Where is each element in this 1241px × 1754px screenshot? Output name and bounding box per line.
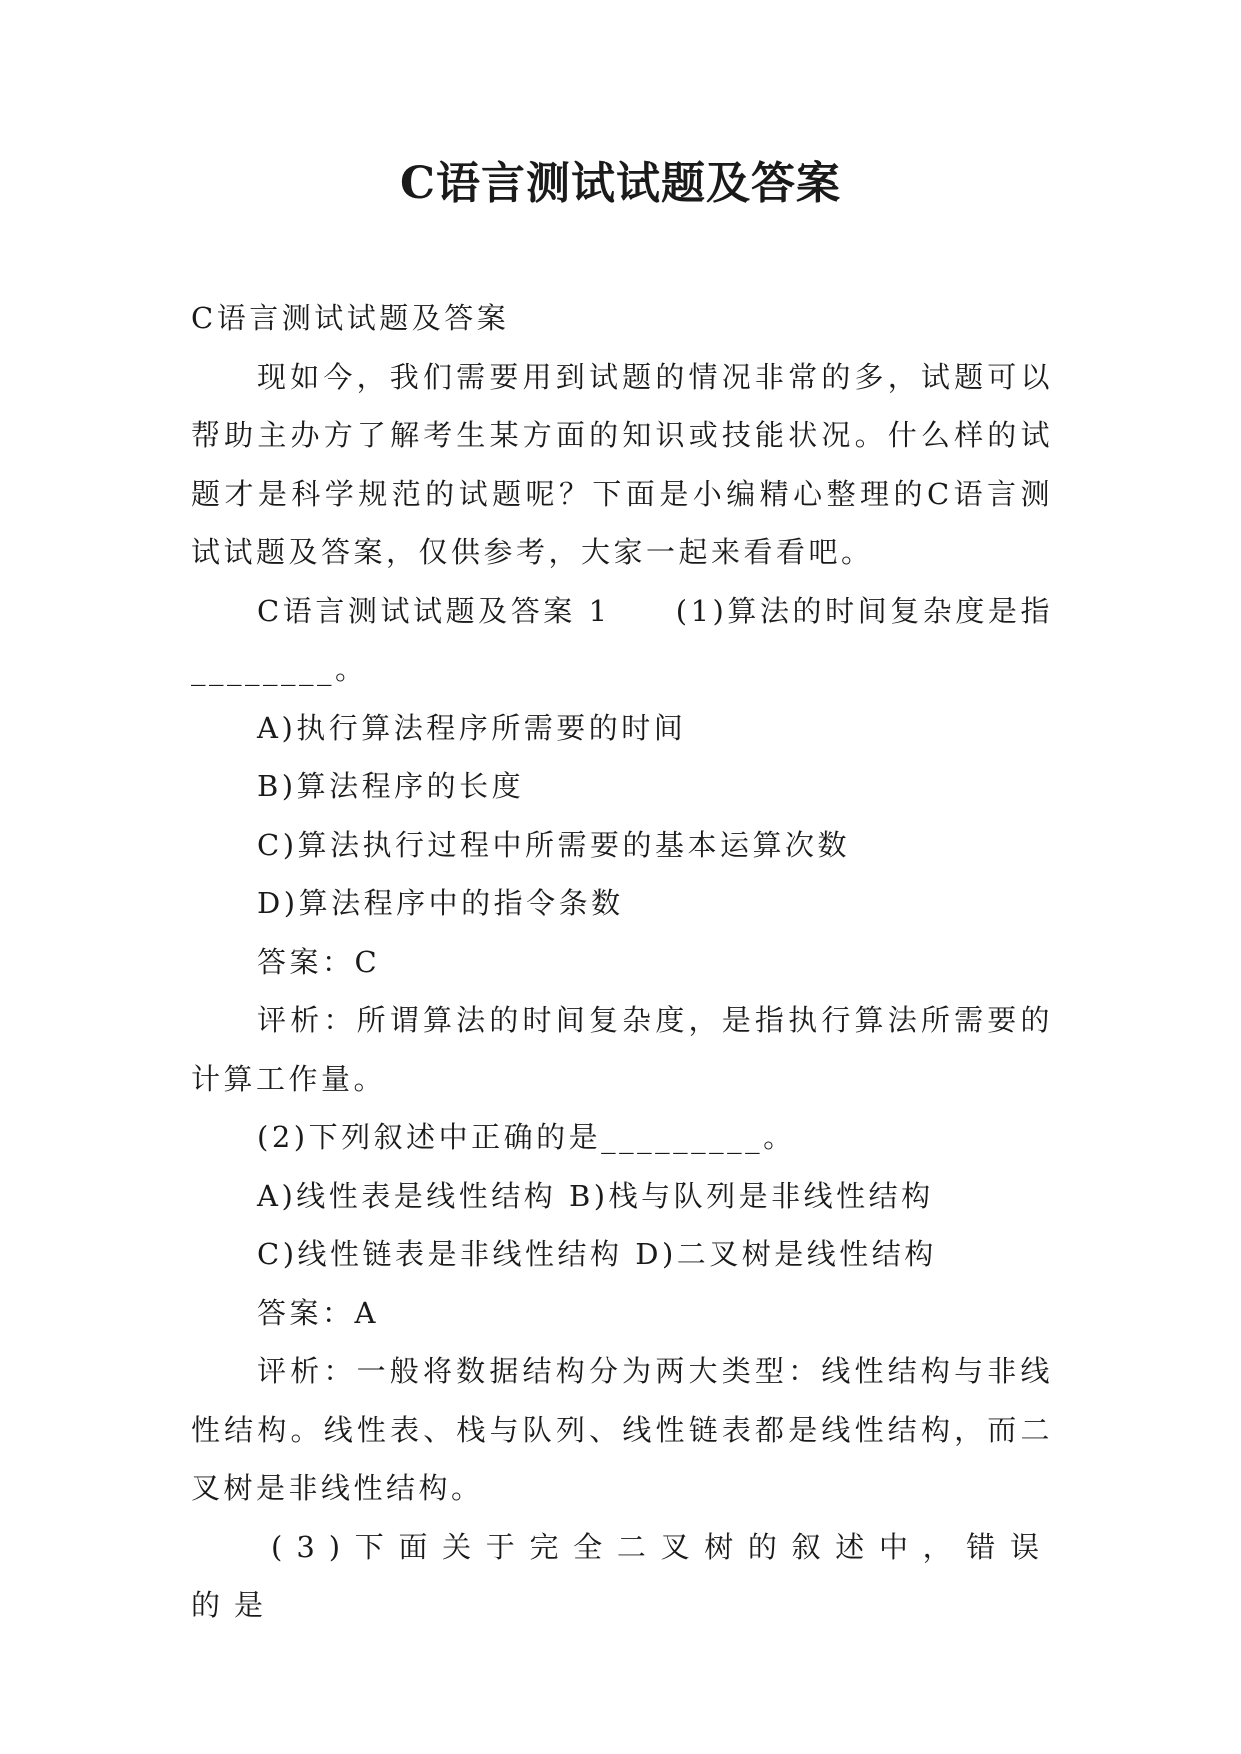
q2-options-cd: C)线性链表是非线性结构 D)二叉树是线性结构 bbox=[257, 1237, 937, 1271]
q2-options-ab: A)线性表是线性结构 B)栈与队列是非线性结构 bbox=[257, 1178, 934, 1213]
q2-analysis: 评析：一般将数据结构分为两大类型：线性结构与非线性结构。线性表、栈与队列、线性链表都是线性结构，而二叉树是非线性结构。 bbox=[191, 1354, 1053, 1505]
q3-question: (3)下面关于完全二叉树的叙述中，错误的是 bbox=[191, 1529, 1053, 1622]
q1-option-b: B)算法程序的长度 bbox=[257, 769, 525, 803]
document-subtitle: C语言测试试题及答案 bbox=[191, 301, 510, 335]
q1-option-d: D)算法程序中的指令条数 bbox=[257, 886, 624, 920]
q2-answer: 答案：A bbox=[257, 1295, 379, 1330]
q1-option-c: C)算法执行过程中所需要的基本运算次数 bbox=[257, 827, 851, 862]
q2-question: (2)下列叙述中正确的是_________。 bbox=[257, 1120, 796, 1154]
section-heading-q1: C语言测试试题及答案 1 (1)算法的时间复杂度是指________。 bbox=[191, 593, 1053, 686]
document-body bbox=[191, 289, 1053, 1635]
q1-analysis: 评析：所谓算法的时间复杂度，是指执行算法所需要的计算工作量。 bbox=[191, 1003, 1053, 1096]
intro-paragraph: 现如今，我们需要用到试题的情况非常的多，试题可以帮助主办方了解考生某方面的知识或技能状况。什么样的试题才是科学规范的试题呢？下面是小编精心整理的C语言测试试题及答案，仅供参考，大家一起来看看吧。 bbox=[191, 359, 1053, 569]
q1-answer: 答案：C bbox=[257, 944, 381, 979]
q1-option-a: A)执行算法程序所需要的时间 bbox=[257, 710, 687, 745]
page-title: C语言测试试题及答案 bbox=[399, 158, 842, 209]
